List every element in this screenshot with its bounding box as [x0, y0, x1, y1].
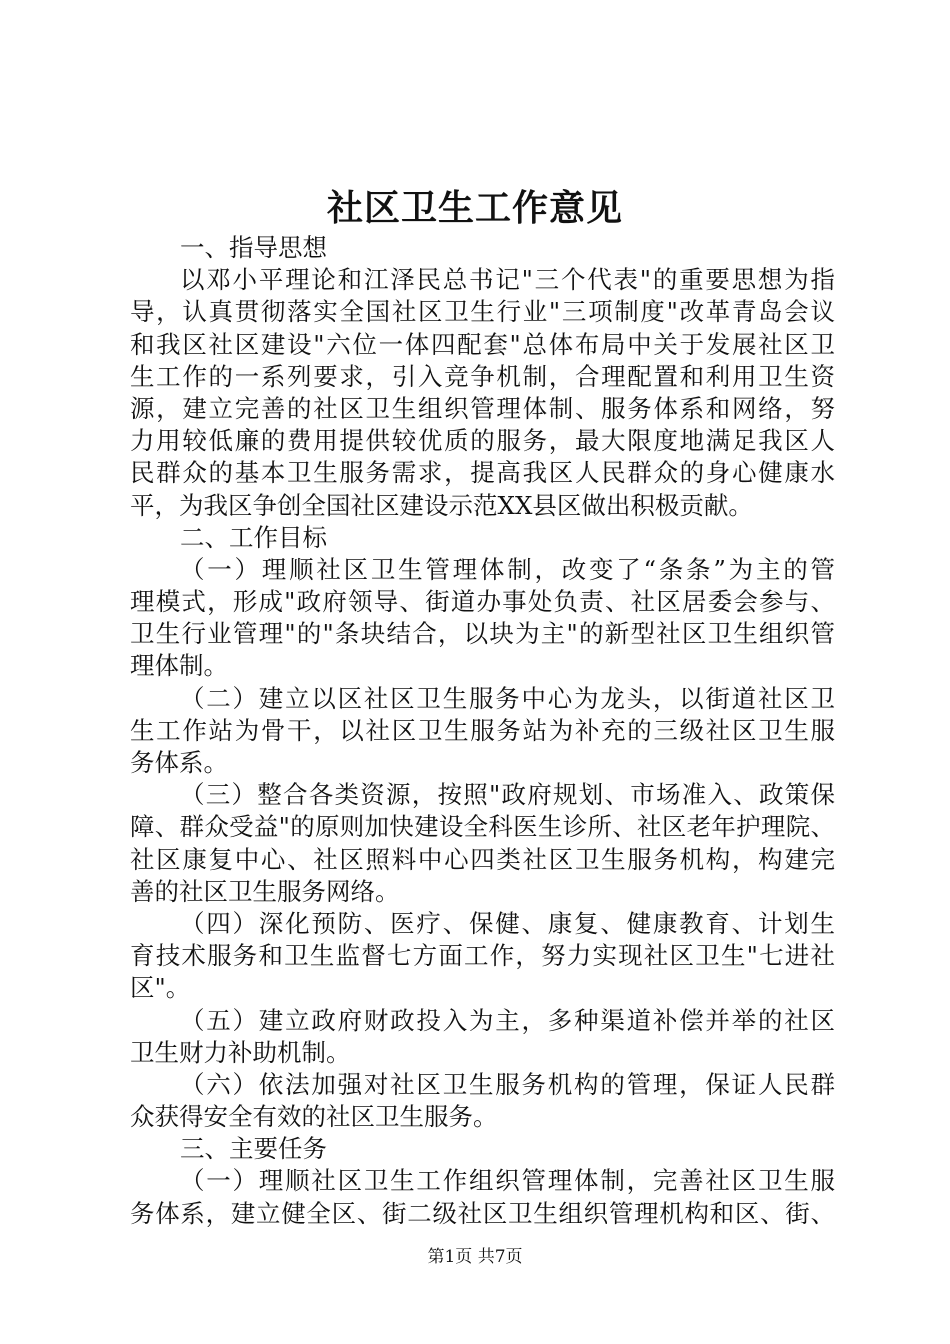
paragraph-line: （五）建立政府财政投入为主，多种渠道补偿并举的社区: [180, 1005, 835, 1035]
paragraph-line: 和我区社区建设"六位一体四配套"总体布局中关于发展社区卫: [130, 329, 835, 359]
paragraph-line: 以邓小平理论和江泽民总书记"三个代表"的重要思想为指: [180, 265, 835, 295]
paragraph-line: 理体制。: [130, 651, 228, 681]
section-heading: 三、主要任务: [180, 1134, 327, 1164]
paragraph-line: （一）理顺社区卫生管理体制，改变了“条条”为主的管: [180, 554, 835, 584]
paragraph-line: 生工作的一系列要求，引入竞争机制，合理配置和利用卫生资: [130, 361, 835, 391]
paragraph-line: （三）整合各类资源，按照"政府规划、市场准入、政策保: [180, 780, 835, 810]
paragraph-line: 育技术服务和卫生监督七方面工作，努力实现社区卫生"七进社: [130, 941, 835, 971]
paragraph-line: 障、群众受益"的原则加快建设全科医生诊所、社区老年护理院、: [130, 812, 835, 842]
document-title: 社区卫生工作意见: [326, 187, 623, 229]
paragraph-line: （一）理顺社区卫生工作组织管理体制，完善社区卫生服: [180, 1166, 835, 1196]
section-heading: 一、指导思想: [180, 233, 327, 262]
paragraph-line: 卫生行业管理"的"条块结合，以块为主"的新型社区卫生组织管: [130, 619, 835, 649]
section-heading: 二、工作目标: [180, 522, 327, 552]
paragraph-line: （六）依法加强对社区卫生服务机构的管理，保证人民群: [180, 1069, 835, 1099]
paragraph-line: 卫生财力补助机制。: [130, 1037, 351, 1067]
paragraph-line: 生工作站为骨干，以社区卫生服务站为补充的三级社区卫生服: [130, 715, 835, 745]
paragraph-line: （二）建立以区社区卫生服务中心为龙头，以街道社区卫: [180, 683, 835, 713]
paragraph-line: 务体系，建立健全区、街二级社区卫生组织管理机构和区、街、: [130, 1198, 835, 1228]
paragraph-line: 源，建立完善的社区卫生组织管理体制、服务体系和网络，努: [130, 393, 835, 423]
paragraph-line: （四）深化预防、医疗、保健、康复、健康教育、计划生: [180, 908, 835, 938]
paragraph-line: 民群众的基本卫生服务需求，提高我区人民群众的身心健康水: [130, 458, 835, 488]
paragraph-line: 务体系。: [130, 748, 228, 777]
paragraph-line: 区"。: [130, 973, 191, 1003]
paragraph-line: 众获得安全有效的社区卫生服务。: [130, 1102, 498, 1132]
paragraph-line: 善的社区卫生服务网络。: [130, 876, 400, 906]
paragraph-line: 平，为我区争创全国社区建设示范XX县区做出积极贡献。: [130, 490, 753, 520]
paragraph-line: 导，认真贯彻落实全国社区卫生行业"三项制度"改革青岛会议: [130, 297, 835, 327]
paragraph-line: 力用较低廉的费用提供较优质的服务，最大限度地满足我区人: [130, 426, 835, 456]
page-footer: 第1页 共7页: [427, 1247, 523, 1267]
paragraph-line: 理模式，形成"政府领导、街道办事处负责、社区居委会参与、: [130, 587, 835, 617]
paragraph-line: 社区康复中心、社区照料中心四类社区卫生服务机构，构建完: [130, 844, 835, 874]
document-body: [130, 232, 835, 1230]
